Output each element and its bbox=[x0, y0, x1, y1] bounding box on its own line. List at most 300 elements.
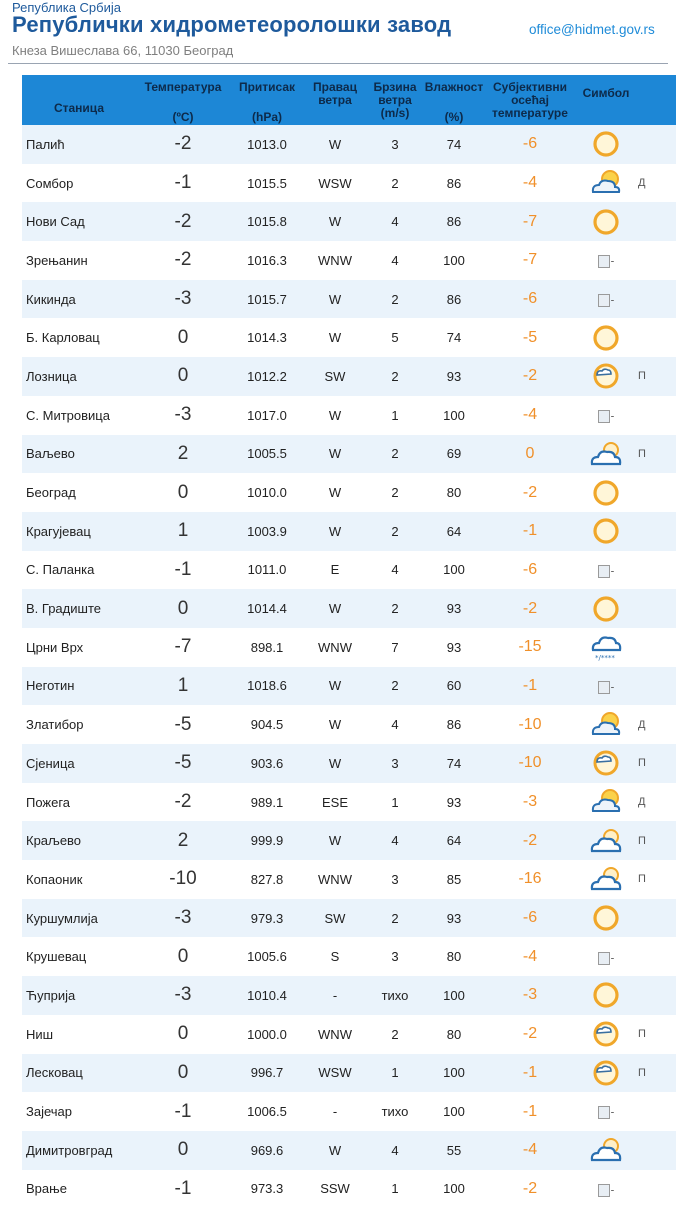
wind-direction-value: WSW bbox=[304, 164, 366, 203]
station-name[interactable]: Црни Врх bbox=[22, 628, 136, 667]
pressure-value: 996.7 bbox=[230, 1054, 304, 1093]
sun-small-cloud-icon bbox=[589, 1064, 623, 1079]
wind-direction-value: W bbox=[304, 396, 366, 435]
temperature-value: -2 bbox=[136, 202, 230, 241]
wind-speed-value: 3 bbox=[366, 744, 424, 783]
table-row bbox=[22, 860, 676, 899]
col-header-wind-direction bbox=[304, 75, 366, 125]
sun-icon bbox=[589, 987, 623, 1002]
temperature-value: 0 bbox=[136, 357, 230, 396]
broken-image-icon bbox=[598, 255, 615, 268]
extra-text bbox=[636, 125, 676, 164]
station-name[interactable]: Златибор bbox=[22, 705, 136, 744]
pressure-value: 973.3 bbox=[230, 1170, 304, 1208]
station-name[interactable]: Крагујевац bbox=[22, 512, 136, 551]
pressure-value: 1010.0 bbox=[230, 473, 304, 512]
feels-like-value: -6 bbox=[484, 899, 576, 938]
feels-like-value: -2 bbox=[484, 1170, 576, 1208]
station-name[interactable]: Ћуприја bbox=[22, 976, 136, 1015]
table-row bbox=[22, 744, 676, 783]
humidity-value: 86 bbox=[424, 280, 484, 319]
extra-text: П bbox=[636, 435, 676, 474]
humidity-value: 100 bbox=[424, 1092, 484, 1131]
wind-direction-value: WNW bbox=[304, 628, 366, 667]
broken-image-icon bbox=[598, 1184, 615, 1197]
broken-image-icon bbox=[598, 952, 615, 965]
feels-like-value: -2 bbox=[484, 357, 576, 396]
wind-speed-value: 2 bbox=[366, 589, 424, 628]
wind-direction-value: W bbox=[304, 512, 366, 551]
pressure-value: 1010.4 bbox=[230, 976, 304, 1015]
col-header-label: Притисак bbox=[238, 80, 296, 94]
humidity-value: 80 bbox=[424, 937, 484, 976]
wind-direction-value: W bbox=[304, 202, 366, 241]
humidity-value: 74 bbox=[424, 318, 484, 357]
station-name[interactable]: Димитровград bbox=[22, 1131, 136, 1170]
humidity-value: 74 bbox=[424, 744, 484, 783]
wind-direction-value: W bbox=[304, 318, 366, 357]
table-row bbox=[22, 512, 676, 551]
station-name[interactable]: Пожега bbox=[22, 783, 136, 822]
col-header-unit: (hPa) bbox=[252, 110, 282, 124]
wind-direction-value: - bbox=[304, 1092, 366, 1131]
extra-text bbox=[636, 318, 676, 357]
feels-like-value: 0 bbox=[484, 435, 576, 474]
institute-title[interactable]: Републички хидрометеоролошки завод bbox=[12, 12, 452, 37]
col-header-label: Брзина ветра (m/s) bbox=[373, 80, 417, 120]
pressure-value: 1015.8 bbox=[230, 202, 304, 241]
extra-text: Д bbox=[636, 783, 676, 822]
col-header-station bbox=[22, 75, 136, 125]
pressure-value: 1000.0 bbox=[230, 1015, 304, 1054]
broken-image-alt: - bbox=[610, 951, 615, 964]
feels-like-value: -7 bbox=[484, 241, 576, 280]
cloudy-sun-icon bbox=[589, 871, 623, 886]
humidity-value: 93 bbox=[424, 899, 484, 938]
humidity-value: 80 bbox=[424, 473, 484, 512]
humidity-value: 100 bbox=[424, 551, 484, 590]
sun-icon bbox=[589, 600, 623, 615]
temperature-value: 1 bbox=[136, 512, 230, 551]
weather-table bbox=[22, 75, 676, 1208]
weather-symbol bbox=[576, 435, 636, 474]
wind-direction-value: W bbox=[304, 435, 366, 474]
cloudy-sun-icon bbox=[589, 1142, 623, 1157]
wind-speed-value: 4 bbox=[366, 1131, 424, 1170]
weather-symbol bbox=[576, 164, 636, 203]
wind-direction-value: S bbox=[304, 937, 366, 976]
station-name[interactable]: Београд bbox=[22, 473, 136, 512]
broken-image-alt: - bbox=[610, 681, 615, 694]
extra-text bbox=[636, 976, 676, 1015]
feels-like-value: -4 bbox=[484, 164, 576, 203]
extra-text bbox=[636, 589, 676, 628]
weather-symbol bbox=[576, 1131, 636, 1170]
pressure-value: 1018.6 bbox=[230, 667, 304, 706]
extra-text bbox=[636, 396, 676, 435]
feels-like-value: -4 bbox=[484, 1131, 576, 1170]
temperature-value: 1 bbox=[136, 667, 230, 706]
feels-like-value: -7 bbox=[484, 202, 576, 241]
weather-symbol bbox=[576, 280, 636, 319]
extra-text: П bbox=[636, 357, 676, 396]
wind-speed-value: 2 bbox=[366, 164, 424, 203]
feels-like-value: -1 bbox=[484, 512, 576, 551]
humidity-value: 100 bbox=[424, 1170, 484, 1208]
table-row bbox=[22, 357, 676, 396]
col-header-label: Станица bbox=[53, 101, 105, 115]
temperature-value: -3 bbox=[136, 280, 230, 319]
wind-speed-value: 2 bbox=[366, 899, 424, 938]
table-row bbox=[22, 164, 676, 203]
feels-like-value: -10 bbox=[484, 744, 576, 783]
temperature-value: -10 bbox=[136, 860, 230, 899]
table-row bbox=[22, 899, 676, 938]
broken-image-icon bbox=[598, 410, 615, 423]
col-header-extra bbox=[636, 75, 676, 125]
table-row bbox=[22, 783, 676, 822]
wind-speed-value: 2 bbox=[366, 280, 424, 319]
weather-symbol bbox=[576, 860, 636, 899]
temperature-value: -5 bbox=[136, 705, 230, 744]
wind-direction-value: WNW bbox=[304, 241, 366, 280]
wind-speed-value: 2 bbox=[366, 357, 424, 396]
weather-symbol bbox=[576, 1170, 636, 1208]
extra-text: Д bbox=[636, 705, 676, 744]
broken-image-icon bbox=[598, 681, 615, 694]
col-header-label: Субјективни осећај температуре bbox=[492, 80, 568, 120]
feels-like-value: -1 bbox=[484, 667, 576, 706]
wind-speed-value: 2 bbox=[366, 667, 424, 706]
station-name[interactable]: Лесковац bbox=[22, 1054, 136, 1093]
weather-symbol bbox=[576, 705, 636, 744]
weather-symbol bbox=[576, 821, 636, 860]
wind-speed-value: 1 bbox=[366, 1054, 424, 1093]
station-name[interactable]: Ваљево bbox=[22, 435, 136, 474]
table-row bbox=[22, 473, 676, 512]
station-name[interactable]: Врање bbox=[22, 1170, 136, 1208]
wind-speed-value: 3 bbox=[366, 860, 424, 899]
station-name[interactable]: Неготин bbox=[22, 667, 136, 706]
weather-symbol bbox=[576, 318, 636, 357]
broken-image-alt: - bbox=[610, 565, 615, 578]
pressure-value: 904.5 bbox=[230, 705, 304, 744]
humidity-value: 93 bbox=[424, 357, 484, 396]
wind-speed-value: 3 bbox=[366, 125, 424, 164]
humidity-value: 86 bbox=[424, 164, 484, 203]
pressure-value: 1014.4 bbox=[230, 589, 304, 628]
humidity-value: 100 bbox=[424, 976, 484, 1015]
wind-speed-value: 1 bbox=[366, 783, 424, 822]
station-name[interactable]: Крушевац bbox=[22, 937, 136, 976]
wind-speed-value: 5 bbox=[366, 318, 424, 357]
temperature-value: -2 bbox=[136, 783, 230, 822]
wind-direction-value: WNW bbox=[304, 860, 366, 899]
pressure-value: 1012.2 bbox=[230, 357, 304, 396]
partly-cloudy-icon bbox=[589, 793, 623, 808]
extra-text bbox=[636, 551, 676, 590]
table-row bbox=[22, 821, 676, 860]
humidity-value: 80 bbox=[424, 1015, 484, 1054]
sun-icon bbox=[589, 910, 623, 925]
wind-speed-value: 3 bbox=[366, 937, 424, 976]
feels-like-value: -2 bbox=[484, 473, 576, 512]
table-row bbox=[22, 976, 676, 1015]
humidity-value: 100 bbox=[424, 396, 484, 435]
station-name[interactable]: Сомбор bbox=[22, 164, 136, 203]
station-name[interactable]: Б. Карловац bbox=[22, 318, 136, 357]
table-row bbox=[22, 318, 676, 357]
temperature-value: 0 bbox=[136, 937, 230, 976]
pressure-value: 1011.0 bbox=[230, 551, 304, 590]
feels-like-value: -6 bbox=[484, 125, 576, 164]
temperature-value: -7 bbox=[136, 628, 230, 667]
wind-speed-value: 7 bbox=[366, 628, 424, 667]
temperature-value: 2 bbox=[136, 435, 230, 474]
station-name[interactable]: Копаоник bbox=[22, 860, 136, 899]
temperature-value: 0 bbox=[136, 589, 230, 628]
temperature-value: -1 bbox=[136, 1170, 230, 1208]
wind-direction-value: W bbox=[304, 280, 366, 319]
feels-like-value: -2 bbox=[484, 821, 576, 860]
site-header bbox=[0, 0, 676, 64]
weather-symbol bbox=[576, 241, 636, 280]
pressure-value: 1005.5 bbox=[230, 435, 304, 474]
temperature-value: 0 bbox=[136, 1054, 230, 1093]
weather-symbol bbox=[576, 125, 636, 164]
table-row bbox=[22, 551, 676, 590]
table-row bbox=[22, 396, 676, 435]
humidity-value: 69 bbox=[424, 435, 484, 474]
extra-text bbox=[636, 512, 676, 551]
temperature-value: -5 bbox=[136, 744, 230, 783]
broken-image-alt: - bbox=[610, 1106, 615, 1119]
pressure-value: 1017.0 bbox=[230, 396, 304, 435]
feels-like-value: -10 bbox=[484, 705, 576, 744]
extra-text bbox=[636, 1170, 676, 1208]
table-row bbox=[22, 280, 676, 319]
table-row bbox=[22, 241, 676, 280]
pressure-value: 1003.9 bbox=[230, 512, 304, 551]
weather-symbol bbox=[576, 357, 636, 396]
sun-small-cloud-icon bbox=[589, 755, 623, 770]
pressure-value: 1016.3 bbox=[230, 241, 304, 280]
wind-speed-value: 4 bbox=[366, 551, 424, 590]
wind-speed-value: 2 bbox=[366, 435, 424, 474]
humidity-value: 60 bbox=[424, 667, 484, 706]
wind-direction-value: SW bbox=[304, 899, 366, 938]
pressure-value: 1015.5 bbox=[230, 164, 304, 203]
wind-direction-value: ESE bbox=[304, 783, 366, 822]
sun-icon bbox=[589, 484, 623, 499]
wind-speed-value: тихо bbox=[366, 1092, 424, 1131]
table-row bbox=[22, 667, 676, 706]
weather-symbol bbox=[576, 512, 636, 551]
col-header-pressure bbox=[230, 75, 304, 125]
temperature-value: -3 bbox=[136, 899, 230, 938]
wind-speed-value: 4 bbox=[366, 705, 424, 744]
sun-small-cloud-icon bbox=[589, 368, 623, 383]
station-name[interactable]: С. Митровица bbox=[22, 396, 136, 435]
station-name[interactable]: Кикинда bbox=[22, 280, 136, 319]
weather-symbol bbox=[576, 202, 636, 241]
humidity-value: 86 bbox=[424, 705, 484, 744]
weather-symbol bbox=[576, 744, 636, 783]
sun-icon bbox=[589, 136, 623, 151]
col-header-symbol bbox=[576, 75, 636, 125]
humidity-value: 100 bbox=[424, 241, 484, 280]
wind-speed-value: 1 bbox=[366, 396, 424, 435]
extra-text: Д bbox=[636, 164, 676, 203]
humidity-value: 74 bbox=[424, 125, 484, 164]
extra-text bbox=[636, 202, 676, 241]
feels-like-value: -5 bbox=[484, 318, 576, 357]
pressure-value: 989.1 bbox=[230, 783, 304, 822]
station-name[interactable]: Палић bbox=[22, 125, 136, 164]
wind-direction-value: WNW bbox=[304, 1015, 366, 1054]
extra-text: П bbox=[636, 744, 676, 783]
feels-like-value: -3 bbox=[484, 976, 576, 1015]
wind-direction-value: W bbox=[304, 1131, 366, 1170]
weather-symbol bbox=[576, 473, 636, 512]
cloudy-sun-icon bbox=[589, 445, 623, 460]
table-row bbox=[22, 589, 676, 628]
temperature-value: -2 bbox=[136, 125, 230, 164]
wind-direction-value: W bbox=[304, 589, 366, 628]
feels-like-value: -16 bbox=[484, 860, 576, 899]
sun-small-cloud-icon bbox=[589, 1026, 623, 1041]
pressure-value: 898.1 bbox=[230, 628, 304, 667]
station-name[interactable]: Зрењанин bbox=[22, 241, 136, 280]
email-link[interactable]: office@hidmet.gov.rs bbox=[529, 22, 655, 37]
table-row bbox=[22, 125, 676, 164]
station-name[interactable]: С. Паланка bbox=[22, 551, 136, 590]
extra-text bbox=[636, 1131, 676, 1170]
humidity-value: 86 bbox=[424, 202, 484, 241]
broken-image-alt: - bbox=[610, 294, 615, 307]
weather-symbol bbox=[576, 1054, 636, 1093]
temperature-value: -3 bbox=[136, 396, 230, 435]
wind-speed-value: 1 bbox=[366, 1170, 424, 1208]
temperature-value: -1 bbox=[136, 1092, 230, 1131]
broken-image-icon bbox=[598, 565, 615, 578]
col-header-humidity bbox=[424, 75, 484, 125]
feels-like-value: -6 bbox=[484, 280, 576, 319]
wind-direction-value: W bbox=[304, 744, 366, 783]
sun-icon bbox=[589, 213, 623, 228]
station-name[interactable]: Куршумлија bbox=[22, 899, 136, 938]
partly-cloudy-icon bbox=[589, 174, 623, 189]
table-row bbox=[22, 202, 676, 241]
extra-text bbox=[636, 937, 676, 976]
feels-like-value: -2 bbox=[484, 1015, 576, 1054]
extra-text bbox=[636, 473, 676, 512]
temperature-value: 0 bbox=[136, 318, 230, 357]
feels-like-value: -15 bbox=[484, 628, 576, 667]
table-row bbox=[22, 1131, 676, 1170]
broken-image-icon bbox=[598, 294, 615, 307]
pressure-value: 1014.3 bbox=[230, 318, 304, 357]
station-name[interactable]: Зајечар bbox=[22, 1092, 136, 1131]
weather-symbol bbox=[576, 667, 636, 706]
station-name[interactable]: Сјеница bbox=[22, 744, 136, 783]
table-header-row bbox=[22, 75, 676, 125]
extra-text bbox=[636, 628, 676, 667]
col-header-label: Правац ветра bbox=[313, 80, 357, 107]
humidity-value: 55 bbox=[424, 1131, 484, 1170]
wind-direction-value: WSW bbox=[304, 1054, 366, 1093]
weather-symbol bbox=[576, 1092, 636, 1131]
weather-symbol bbox=[576, 937, 636, 976]
extra-text bbox=[636, 667, 676, 706]
weather-symbol bbox=[576, 396, 636, 435]
wind-direction-value: SW bbox=[304, 357, 366, 396]
pressure-value: 827.8 bbox=[230, 860, 304, 899]
wind-speed-value: 4 bbox=[366, 241, 424, 280]
republic-label: Република Србија bbox=[12, 0, 121, 15]
sun-icon bbox=[589, 523, 623, 538]
broken-image-icon bbox=[598, 1106, 615, 1119]
wind-direction-value: E bbox=[304, 551, 366, 590]
temperature-value: -1 bbox=[136, 551, 230, 590]
pressure-value: 969.6 bbox=[230, 1131, 304, 1170]
feels-like-value: -6 bbox=[484, 551, 576, 590]
weather-symbol bbox=[576, 628, 636, 667]
feels-like-value: -3 bbox=[484, 783, 576, 822]
temperature-value: 0 bbox=[136, 1015, 230, 1054]
wind-speed-value: 2 bbox=[366, 512, 424, 551]
pressure-value: 979.3 bbox=[230, 899, 304, 938]
station-name[interactable]: Краљево bbox=[22, 821, 136, 860]
temperature-value: 2 bbox=[136, 821, 230, 860]
station-name[interactable]: Лозница bbox=[22, 357, 136, 396]
partly-cloudy-icon bbox=[589, 716, 623, 731]
humidity-value: 100 bbox=[424, 1054, 484, 1093]
feels-like-value: -4 bbox=[484, 937, 576, 976]
weather-symbol bbox=[576, 783, 636, 822]
station-name[interactable]: Нови Сад bbox=[22, 202, 136, 241]
weather-symbol bbox=[576, 899, 636, 938]
extra-text: П bbox=[636, 1015, 676, 1054]
weather-symbol bbox=[576, 551, 636, 590]
cloudy-sun-icon bbox=[589, 832, 623, 847]
col-header-label: Симбол bbox=[582, 86, 630, 100]
col-header-wind-speed bbox=[366, 75, 424, 125]
extra-text: П bbox=[636, 860, 676, 899]
address-text: Кнеза Вишеслава 66, 11030 Београд bbox=[12, 43, 234, 58]
broken-image-alt: - bbox=[610, 255, 615, 268]
pressure-value: 1013.0 bbox=[230, 125, 304, 164]
wind-direction-value: W bbox=[304, 125, 366, 164]
wind-direction-value: W bbox=[304, 705, 366, 744]
broken-image-alt: - bbox=[610, 410, 615, 423]
extra-text: П bbox=[636, 1054, 676, 1093]
header-divider bbox=[8, 63, 668, 64]
col-header-feels-like bbox=[484, 75, 576, 125]
station-name[interactable]: Ниш bbox=[22, 1015, 136, 1054]
temperature-value: 0 bbox=[136, 1131, 230, 1170]
weather-symbol bbox=[576, 1015, 636, 1054]
extra-text bbox=[636, 280, 676, 319]
col-header-unit: (ºC) bbox=[172, 110, 194, 124]
extra-text: П bbox=[636, 821, 676, 860]
feels-like-value: -4 bbox=[484, 396, 576, 435]
table-row bbox=[22, 1015, 676, 1054]
station-name[interactable]: В. Градиште bbox=[22, 589, 136, 628]
svg-text:*/****: */**** bbox=[595, 654, 615, 663]
wind-speed-value: 2 bbox=[366, 473, 424, 512]
wind-direction-value: W bbox=[304, 473, 366, 512]
